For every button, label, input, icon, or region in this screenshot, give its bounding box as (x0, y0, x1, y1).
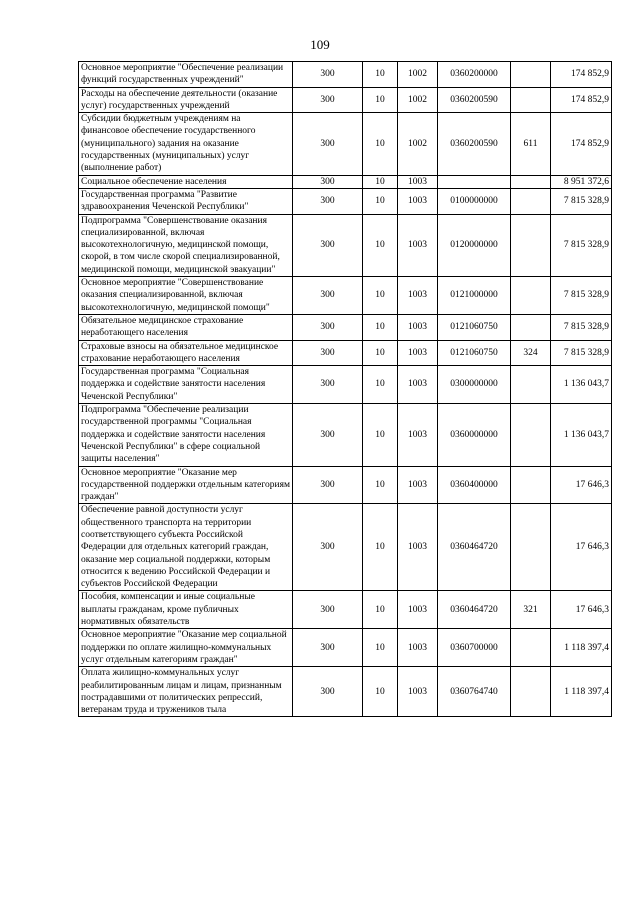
table-row (79, 62, 612, 88)
cell-ministry-code: 300 (293, 188, 363, 214)
cell-target-article-code: 0360200000 (438, 62, 511, 88)
table-row (79, 504, 612, 591)
cell-section-code: 10 (363, 113, 398, 175)
cell-subsection-code: 1003 (398, 175, 438, 188)
cell-section-code: 10 (363, 188, 398, 214)
cell-ministry-code: 300 (293, 466, 363, 504)
cell-expense-type-code (511, 214, 551, 276)
cell-subsection-code: 1003 (398, 404, 438, 466)
cell-ministry-code: 300 (293, 629, 363, 667)
cell-name: Подпрограмма "Обеспечение реализации государственной программы "Социальная поддержка и содействие занятости населения Чеченской Республики" в сфере социальной защиты населения" (79, 404, 293, 466)
cell-expense-type-code (511, 87, 551, 113)
cell-section-code: 10 (363, 87, 398, 113)
table-row (79, 340, 612, 366)
cell-ministry-code: 300 (293, 87, 363, 113)
cell-ministry-code: 300 (293, 214, 363, 276)
cell-amount: 17 646,3 (551, 591, 612, 629)
cell-target-article-code: 0121060750 (438, 314, 511, 340)
cell-amount: 7 815 328,9 (551, 314, 612, 340)
cell-amount: 174 852,9 (551, 113, 612, 175)
cell-subsection-code: 1002 (398, 113, 438, 175)
cell-subsection-code: 1003 (398, 466, 438, 504)
cell-target-article-code: 0120000000 (438, 214, 511, 276)
table-row (79, 629, 612, 667)
cell-ministry-code: 300 (293, 504, 363, 591)
cell-expense-type-code (511, 277, 551, 315)
cell-target-article-code: 0360464720 (438, 504, 511, 591)
cell-target-article-code: 0360200590 (438, 87, 511, 113)
cell-target-article-code: 0100000000 (438, 188, 511, 214)
cell-amount: 174 852,9 (551, 87, 612, 113)
cell-name: Оплата жилищно-коммунальных услуг реабилитированным лицам и лицам, признанным пострадавшими от политических репрессий, ветеранам труда и тружеников тыла (79, 667, 293, 717)
cell-section-code: 10 (363, 591, 398, 629)
cell-expense-type-code (511, 62, 551, 88)
cell-subsection-code: 1002 (398, 62, 438, 88)
cell-subsection-code: 1003 (398, 504, 438, 591)
cell-section-code: 10 (363, 366, 398, 404)
budget-table-body (79, 62, 612, 717)
cell-ministry-code: 300 (293, 277, 363, 315)
cell-expense-type-code (511, 667, 551, 717)
cell-target-article-code: 0360400000 (438, 466, 511, 504)
cell-expense-type-code (511, 314, 551, 340)
cell-expense-type-code (511, 504, 551, 591)
cell-ministry-code: 300 (293, 404, 363, 466)
cell-target-article-code: 0121000000 (438, 277, 511, 315)
cell-amount: 1 136 043,7 (551, 366, 612, 404)
cell-ministry-code: 300 (293, 340, 363, 366)
table-row (79, 188, 612, 214)
cell-expense-type-code: 321 (511, 591, 551, 629)
cell-section-code: 10 (363, 314, 398, 340)
table-row (79, 113, 612, 175)
cell-section-code: 10 (363, 62, 398, 88)
table-row (79, 404, 612, 466)
cell-subsection-code: 1003 (398, 667, 438, 717)
cell-amount: 1 136 043,7 (551, 404, 612, 466)
cell-amount: 1 118 397,4 (551, 667, 612, 717)
cell-section-code: 10 (363, 504, 398, 591)
cell-section-code: 10 (363, 667, 398, 717)
cell-ministry-code: 300 (293, 175, 363, 188)
cell-section-code: 10 (363, 340, 398, 366)
cell-name: Социальное обеспечение населения (79, 175, 293, 188)
cell-expense-type-code (511, 466, 551, 504)
cell-target-article-code: 0300000000 (438, 366, 511, 404)
table-row (79, 314, 612, 340)
cell-subsection-code: 1003 (398, 314, 438, 340)
cell-ministry-code: 300 (293, 113, 363, 175)
cell-subsection-code: 1003 (398, 629, 438, 667)
cell-ministry-code: 300 (293, 314, 363, 340)
cell-name: Обеспечение равной доступности услуг общественного транспорта на территории соответствующего субъекта Российской Федерации для отдельных категорий граждан, оказание мер социальной поддержки, которым относится к ведению Российской Федерации и субъектов Российской Федерации (79, 504, 293, 591)
cell-amount: 1 118 397,4 (551, 629, 612, 667)
cell-amount: 17 646,3 (551, 504, 612, 591)
page-number: 109 (310, 37, 330, 52)
cell-section-code: 10 (363, 214, 398, 276)
cell-subsection-code: 1003 (398, 340, 438, 366)
cell-target-article-code (438, 175, 511, 188)
table-row (79, 591, 612, 629)
cell-expense-type-code (511, 629, 551, 667)
table-row (79, 277, 612, 315)
cell-amount: 7 815 328,9 (551, 277, 612, 315)
cell-expense-type-code: 611 (511, 113, 551, 175)
cell-name: Обязательное медицинское страхование неработающего населения (79, 314, 293, 340)
cell-name: Пособия, компенсации и иные социальные выплаты гражданам, кроме публичных нормативных обязательств (79, 591, 293, 629)
cell-subsection-code: 1003 (398, 214, 438, 276)
cell-section-code: 10 (363, 629, 398, 667)
cell-subsection-code: 1003 (398, 277, 438, 315)
cell-target-article-code: 0360700000 (438, 629, 511, 667)
cell-name: Субсидии бюджетным учреждениям на финансовое обеспечение государственного (муниципального) задания на оказание государственных (муниципальных) услуг (выполнение работ) (79, 113, 293, 175)
cell-subsection-code: 1003 (398, 188, 438, 214)
cell-amount: 7 815 328,9 (551, 188, 612, 214)
cell-subsection-code: 1002 (398, 87, 438, 113)
cell-expense-type-code (511, 404, 551, 466)
cell-target-article-code: 0360200590 (438, 113, 511, 175)
cell-ministry-code: 300 (293, 62, 363, 88)
cell-expense-type-code (511, 366, 551, 404)
cell-ministry-code: 300 (293, 667, 363, 717)
cell-name: Основное мероприятие "Оказание мер социальной поддержки по оплате жилищно-коммунальных услуг отдельным категориям граждан" (79, 629, 293, 667)
cell-name: Расходы на обеспечение деятельности (оказание услуг) государственных учреждений (79, 87, 293, 113)
cell-name: Основное мероприятие "Оказание мер государственной поддержки отдельным категориям граждан" (79, 466, 293, 504)
cell-section-code: 10 (363, 404, 398, 466)
cell-amount: 7 815 328,9 (551, 340, 612, 366)
cell-expense-type-code (511, 175, 551, 188)
cell-expense-type-code: 324 (511, 340, 551, 366)
cell-amount: 7 815 328,9 (551, 214, 612, 276)
cell-expense-type-code (511, 188, 551, 214)
cell-subsection-code: 1003 (398, 366, 438, 404)
cell-target-article-code: 0121060750 (438, 340, 511, 366)
cell-ministry-code: 300 (293, 591, 363, 629)
cell-name: Основное мероприятие "Обеспечение реализации функций государственных учреждений" (79, 62, 293, 88)
cell-amount: 174 852,9 (551, 62, 612, 88)
cell-target-article-code: 0360000000 (438, 404, 511, 466)
cell-name: Основное мероприятие "Совершенствование оказания специализированной, включая высокотехнологичную, медицинской помощи" (79, 277, 293, 315)
table-row (79, 175, 612, 188)
table-row (79, 366, 612, 404)
cell-name: Страховые взносы на обязательное медицинское страхование неработающего населения (79, 340, 293, 366)
cell-section-code: 10 (363, 466, 398, 504)
table-row (79, 466, 612, 504)
cell-target-article-code: 0360464720 (438, 591, 511, 629)
cell-name: Подпрограмма "Совершенствование оказания специализированной, включая высокотехнологичную, медицинской помощи, скорой, в том числе скорой специализированной, медицинской помощи, медицинской эвакуации" (79, 214, 293, 276)
table-row (79, 87, 612, 113)
cell-section-code: 10 (363, 277, 398, 315)
table-row (79, 214, 612, 276)
cell-section-code: 10 (363, 175, 398, 188)
budget-table (78, 61, 612, 717)
cell-name: Государственная программа "Социальная поддержка и содействие занятости населения Чеченской Республики" (79, 366, 293, 404)
cell-name: Государственная программа "Развитие здравоохранения Чеченской Республики" (79, 188, 293, 214)
cell-amount: 8 951 372,6 (551, 175, 612, 188)
cell-target-article-code: 0360764740 (438, 667, 511, 717)
cell-amount: 17 646,3 (551, 466, 612, 504)
table-row (79, 667, 612, 717)
cell-subsection-code: 1003 (398, 591, 438, 629)
cell-ministry-code: 300 (293, 366, 363, 404)
